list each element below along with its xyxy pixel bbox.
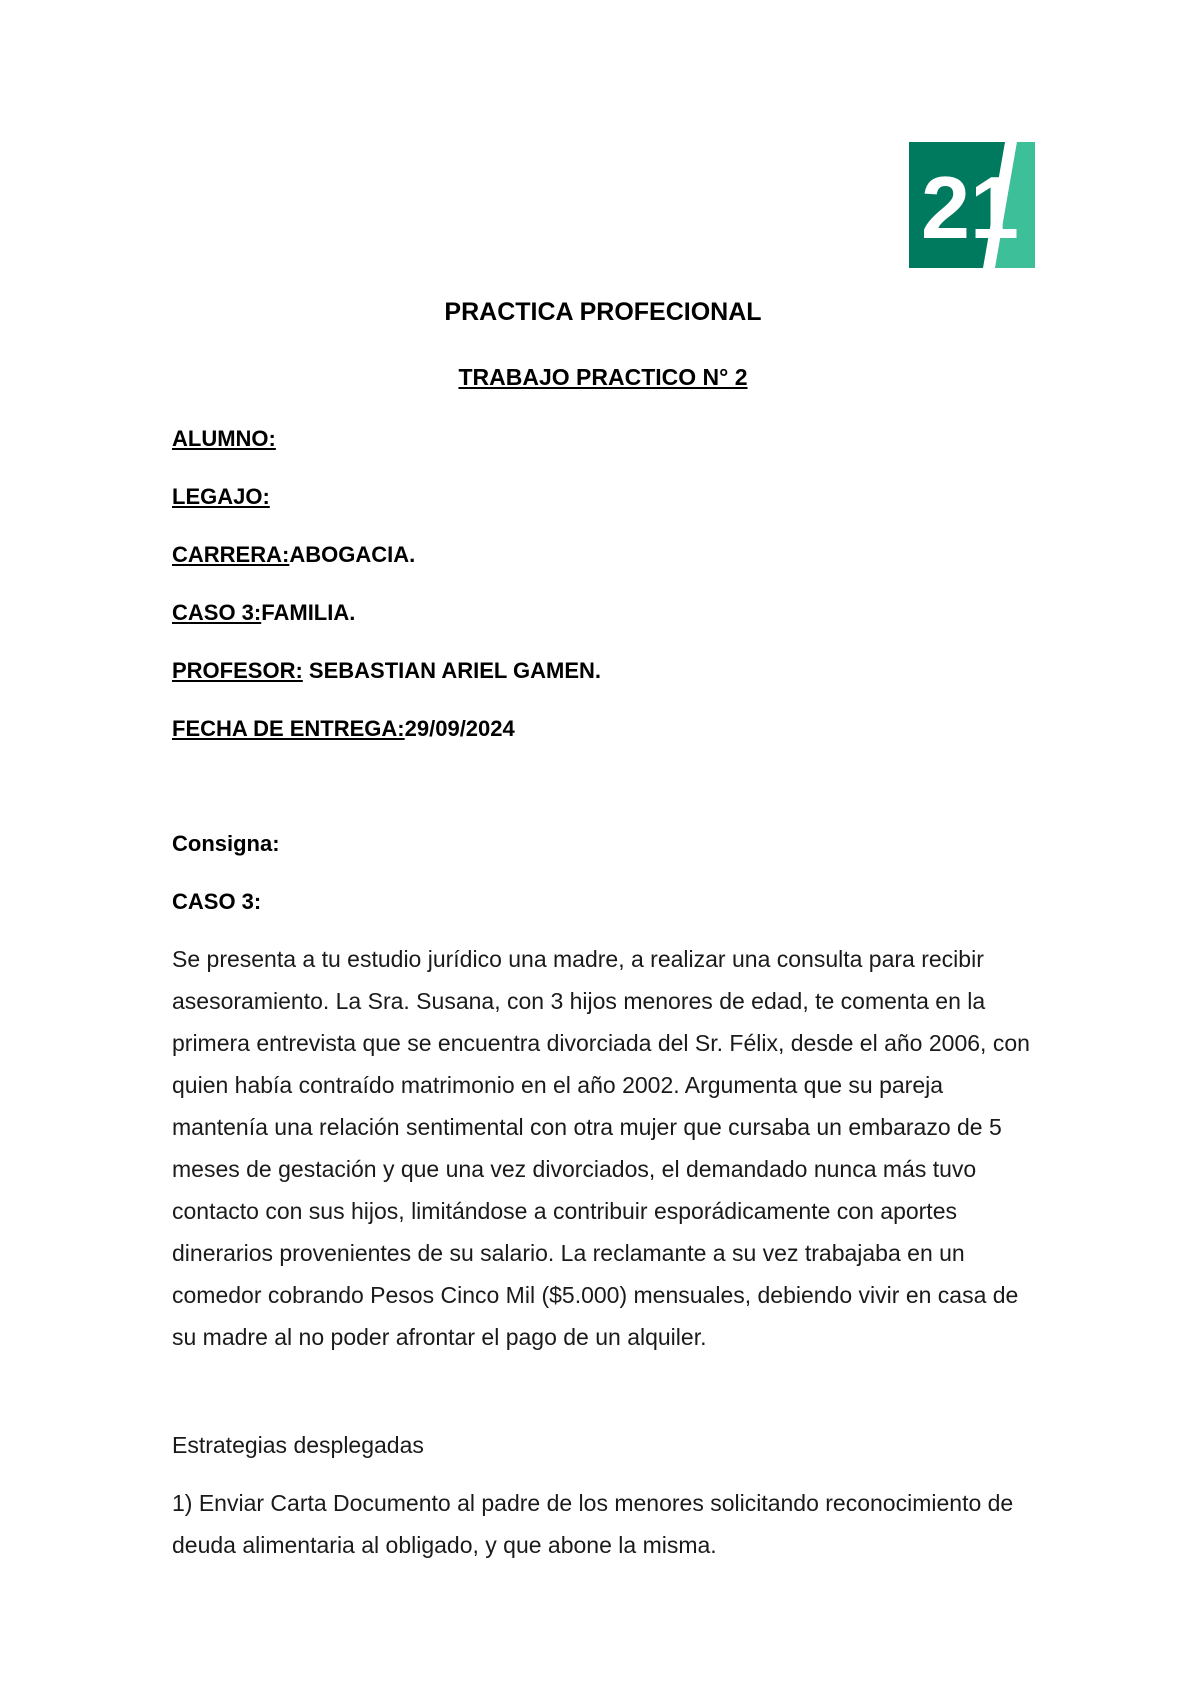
logo-21-icon — [909, 142, 1035, 268]
case-description: Se presenta a tu estudio jurídico una madre, a realizar una consulta para recibir asesoramiento. La Sra. Susana, con 3 hijos menores de edad, te comenta en la primera entrevista que se encuentra divorciada del Sr. Félix, desde el año 2006, con quien había contraído matrimonio en el año 2002. Argumenta que su pareja mantenía una relación sentimental con otra mujer que cursaba un embarazo de 5 meses de gestación y que una vez divorciados, el demandado nunca más tuvo contacto con sus hijos, limitándose a contribuir esporádicamente con aportes dinerarios provenientes de su salario. La reclamante a su vez trabajaba en un comedor cobrando Pesos Cinco Mil ($5.000) mensuales, debiendo vivir en casa de su madre al no poder afrontar el pago de un alquiler. — [172, 946, 1030, 1350]
document-title: PRACTICA PROFECIONAL — [444, 298, 762, 326]
strategies-heading: Estrategias desplegadas — [172, 1432, 424, 1458]
university-21-logo — [909, 142, 1035, 268]
field-caso-label: CASO 3: — [172, 600, 262, 625]
field-legajo-label: LEGAJO: — [172, 484, 270, 509]
field-carrera — [172, 542, 415, 568]
field-carrera-value: ABOGACIA. — [289, 542, 416, 567]
field-profesor-label: PROFESOR: — [172, 658, 303, 683]
field-profesor — [172, 658, 601, 684]
field-alumno-label: ALUMNO: — [172, 426, 276, 451]
document-subtitle: TRABAJO PRACTICO N° 2 — [458, 364, 748, 390]
field-fecha-label: FECHA DE ENTREGA: — [172, 716, 405, 741]
field-legajo — [172, 484, 270, 510]
field-fecha-entrega — [172, 716, 515, 742]
field-carrera-label: CARRERA: — [172, 542, 290, 567]
consigna-heading: Consigna: — [172, 831, 280, 856]
logo-text: 21 — [921, 158, 1019, 257]
strategy-1: 1) Enviar Carta Documento al padre de los menores solicitando reconocimiento de deuda alimentaria al obligado, y que abone la misma. — [172, 1490, 1014, 1558]
field-profesor-value: SEBASTIAN ARIEL GAMEN. — [302, 658, 602, 683]
field-caso — [172, 600, 355, 626]
field-fecha-value: 29/09/2024 — [404, 716, 515, 741]
field-alumno — [172, 426, 276, 452]
field-caso-value: FAMILIA. — [261, 600, 356, 625]
caso-heading: CASO 3: — [172, 889, 262, 914]
